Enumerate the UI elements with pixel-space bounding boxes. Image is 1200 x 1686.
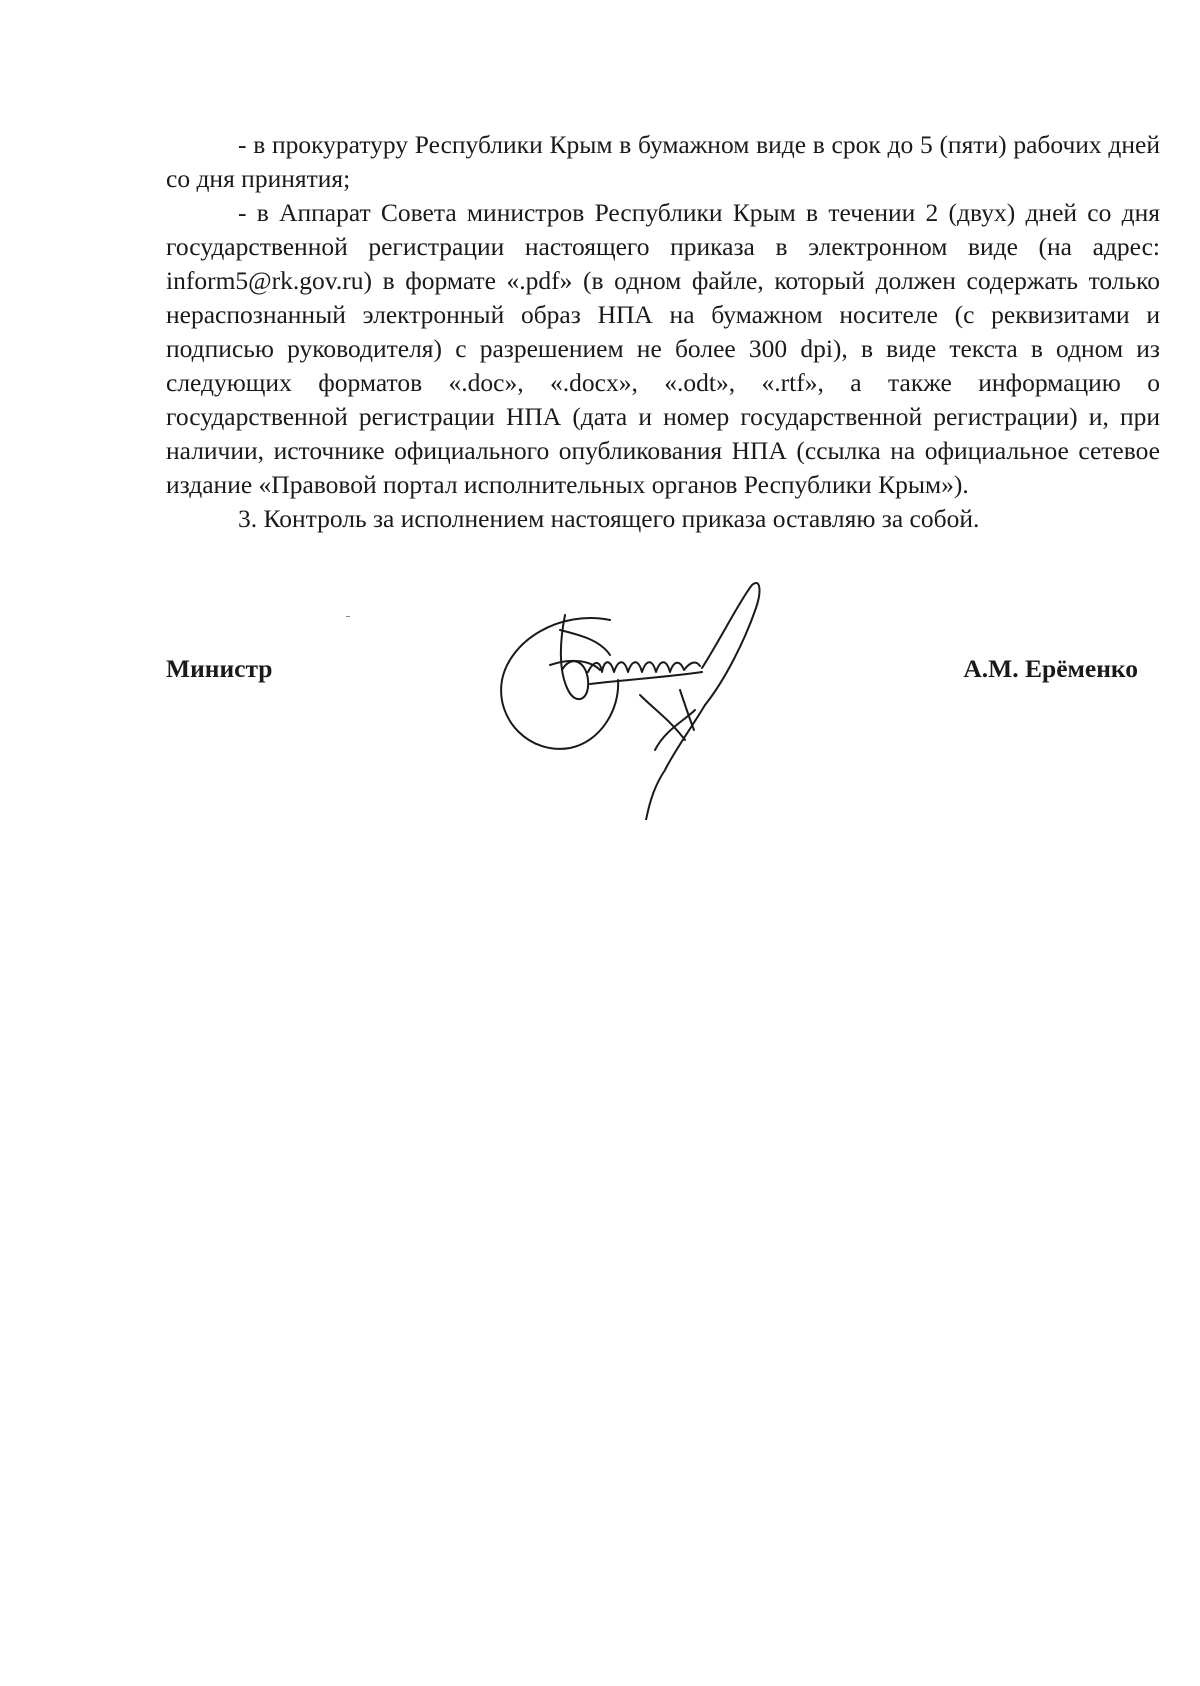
document-body — [166, 128, 1160, 536]
signatory-name: А.М. Ерёменко — [963, 654, 1138, 683]
paragraph-prosecutor: - в прокуратуру Республики Крым в бумажном виде в срок до 5 (пяти) рабочих дней со дня принятия; — [166, 130, 1160, 193]
paragraph-council-apparatus: - в Аппарат Совета министров Республики Крым в течении 2 (двух) дней со дня государственной регистрации настоящего приказа в электронном виде (на адрес: inform5@rk.gov.ru) в формате «.pdf» (в одном файле, который должен содержать только нераспознанный электронный образ НПА на бумажном носителе (с реквизитами и подписью руководителя) с разрешением не более 300 dpi), в виде текста в одном из следующих форматов «.doc», «.docx», «.odt», «.rtf», а также информацию о государственной регистрации НПА (дата и номер государственной регистрации) и, при наличии, источнике официального опубликования НПА (ссылка на официальное сетевое издание «Правовой портал исполнительных органов Республики Крым»). — [166, 198, 1160, 499]
signatory-title: Министр — [166, 654, 273, 683]
signature-block — [0, 580, 1200, 820]
handwritten-signature — [490, 580, 800, 820]
paragraph-control: 3. Контроль за исполнением настоящего приказа оставляю за собой. — [238, 504, 980, 533]
